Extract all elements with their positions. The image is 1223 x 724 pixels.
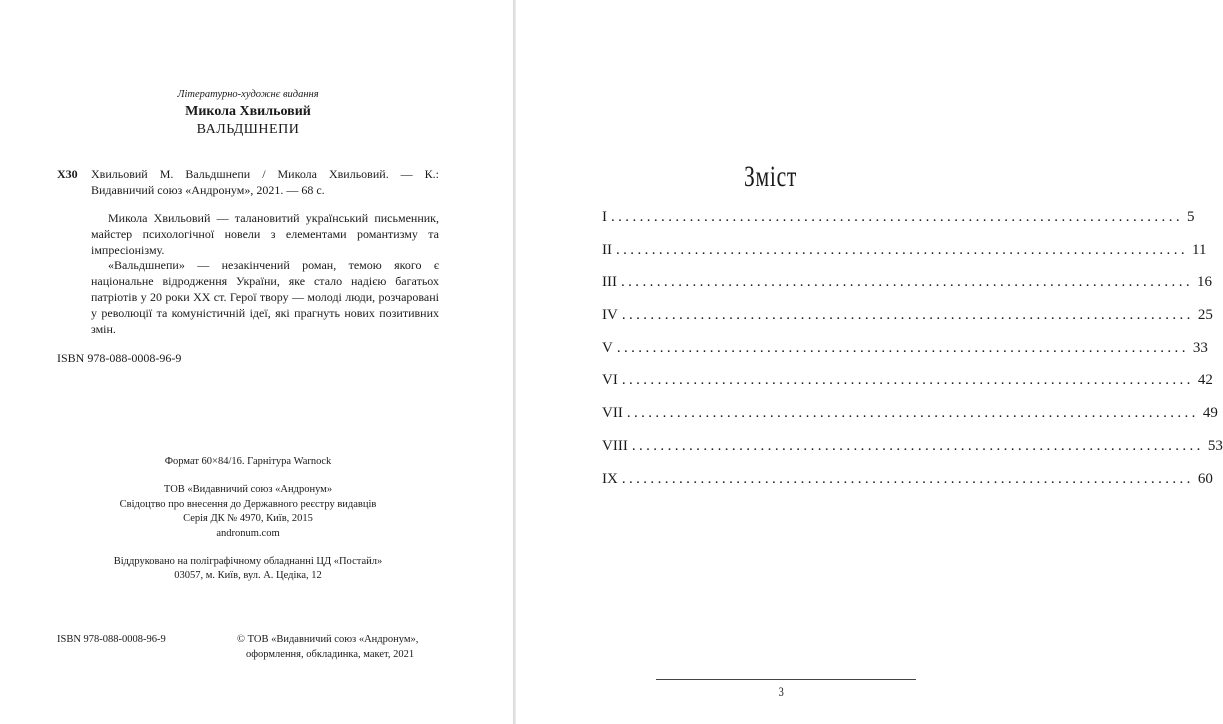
toc-leader-dots: ................................................................................ [621,307,1194,324]
toc-heading: Зміст [743,160,798,193]
toc-chapter-number: VII [602,405,623,422]
left-page [0,0,513,724]
copyright-line: © ТОВ «Видавничий союз «Андронум», [237,634,419,645]
right-page [516,0,1223,724]
toc-chapter-number: III [602,274,617,291]
toc-entry[interactable] [602,372,1213,405]
printer-block [0,555,496,584]
edition-type: Літературно-художнє видання [177,89,319,100]
toc-leader-dots: ................................................................................ [626,405,1199,422]
toc-leader-dots: ................................................................................ [611,209,1183,225]
toc-page-number: 16 [1197,274,1212,291]
toc-leader-dots: ................................................................................ [621,372,1194,389]
toc-page-number: 49 [1202,405,1218,422]
toc-leader-dots: ................................................................................ [621,470,1194,487]
toc-chapter-number: II [602,241,612,258]
toc-entry[interactable] [602,274,1212,307]
catalog-code: Х30 [57,167,78,181]
abstract-paragraph: «Вальдшнепи» — незакінчений роман, темою якого є національне відродження України, яке стало надією багатьох патріотів у 20 роки ХХ ст. Герої твору — молоді люди, розчаровані у революції та комуністичній ідеї, які прагнуть нових позитивних змін. [91,258,439,336]
publisher-website: andronum.com [216,527,280,539]
toc-page-number: 42 [1197,372,1213,389]
isbn: ISBN 978-088-0008-96-9 [57,351,182,365]
toc-entry[interactable] [602,241,1207,275]
toc-leader-dots: ................................................................................ [616,241,1188,258]
toc-chapter-number: VIII [602,437,628,454]
imprint [0,455,496,584]
toc-page-number: 53 [1207,437,1223,454]
printer-line: 03057, м. Київ, вул. А. Цедіка, 12 [174,570,322,582]
catalog-entry: Хвильовий М. Вальдшнепи / Микола Хвильовий. — К.: Видавничий союз «Андронум», 2021. — 68 с. [91,167,439,197]
abstract-paragraph: Микола Хвильовий — талановитий український письменник, майстер психологічної новели з елементами романтизму та імпресіонізму. [91,211,439,257]
toc-page-number: 5 [1187,209,1195,225]
toc-chapter-number: IV [602,307,618,324]
author-name: Микола Хвильовий [185,104,311,119]
toc-leader-dots: ................................................................................ [616,339,1189,356]
publisher-block [0,483,496,541]
format-line: Формат 60×84/16. Гарнітура Warnock [164,456,332,467]
isbn-bottom: ISBN 978-088-0008-96-9 [57,634,166,645]
toc-chapter-number: I [602,209,607,225]
toc-leader-dots: ................................................................................ [631,437,1204,454]
toc-entry[interactable] [602,339,1208,373]
copyright [237,633,437,662]
copyright-line: оформлення, обкладинка, макет, 2021 [246,648,415,660]
publisher-line: Серія ДК № 4970, Київ, 2015 [183,513,313,525]
footer-rule [656,679,916,680]
toc-entry[interactable] [602,470,1213,504]
publisher-line: ТОВ «Видавничий союз «Андронум» [163,484,333,496]
toc-page-number: 25 [1197,307,1213,324]
toc-entry[interactable] [602,307,1213,340]
toc-leader-dots: ................................................................................ [621,274,1193,291]
abstract [91,211,439,337]
toc-entry[interactable] [602,437,1223,471]
toc-page-number: 11 [1192,241,1207,258]
toc-entry[interactable] [602,209,1195,242]
publisher-line: Свідоцтво про внесення до Державного реєстру видавців [119,498,377,510]
toc-entry[interactable] [602,405,1218,438]
toc-chapter-number: V [602,339,613,356]
page-number: 3 [778,684,784,699]
toc-chapter-number: IX [602,470,618,487]
toc-chapter-number: VI [602,372,618,389]
toc-page-number: 33 [1192,339,1208,356]
book-title: ВАЛЬДШНЕПИ [196,122,300,137]
table-of-contents [602,209,1223,503]
toc-page-number: 60 [1197,470,1213,487]
printer-line: Віддруковано на поліграфічному обладнанні ЦД «Постайл» [113,556,383,568]
